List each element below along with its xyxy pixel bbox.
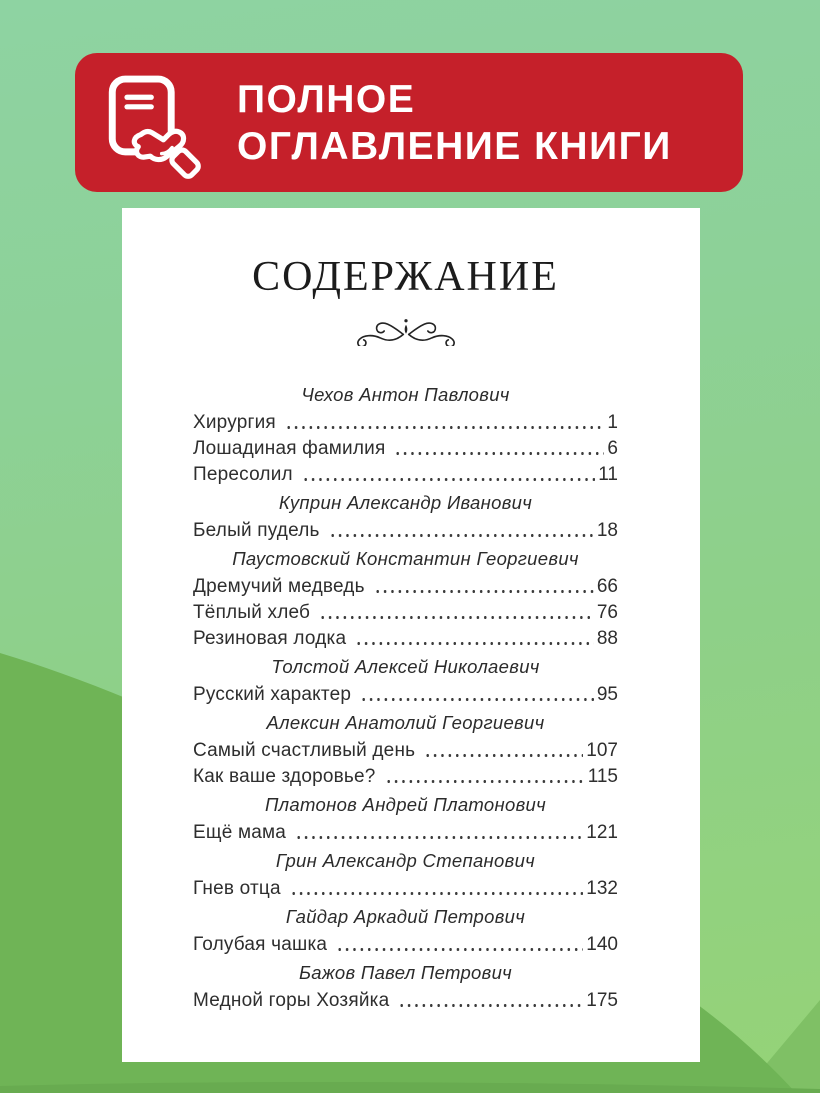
work-title: Гнев отца	[193, 878, 281, 900]
banner-text	[237, 76, 672, 170]
page-number: 175	[586, 990, 618, 1012]
dot-leader	[295, 820, 583, 846]
page-number: 121	[586, 822, 618, 844]
author-heading: Паустовский Константин Георгиевич	[232, 548, 579, 570]
banner	[75, 53, 743, 192]
work-title: Русский характер	[193, 684, 352, 706]
work-title: Ещё мама	[193, 822, 287, 844]
toc-page	[122, 208, 700, 1062]
toc-entry	[193, 820, 618, 846]
dot-leader	[329, 518, 594, 544]
toc-entry	[193, 988, 618, 1014]
page-number: 1	[607, 412, 618, 434]
author-heading: Грин Александр Степанович	[275, 850, 536, 872]
toc-entry	[193, 574, 618, 600]
author-heading: Чехов Антон Павлович	[301, 384, 510, 406]
author-heading: Платонов Андрей Платонович	[264, 794, 547, 816]
page-number: 107	[586, 740, 618, 762]
work-title: Белый пудель	[193, 520, 320, 542]
dot-leader	[398, 988, 583, 1014]
toc-entry	[193, 932, 618, 958]
toc-entry	[193, 738, 618, 764]
toc-entry	[193, 626, 618, 652]
page-number: 6	[607, 438, 618, 460]
dot-leader	[336, 932, 583, 958]
dot-leader	[360, 682, 594, 708]
author-heading: Алексин Анатолий Георгиевич	[266, 712, 545, 734]
flourish-divider-icon	[330, 316, 482, 346]
dot-leader	[302, 462, 595, 488]
work-title: Резиновая лодка	[193, 628, 347, 650]
dot-leader	[355, 626, 594, 652]
work-title: Лошадиная фамилия	[193, 438, 386, 460]
banner-line1: ПОЛНОЕ	[237, 77, 416, 121]
dot-leader	[319, 600, 594, 626]
work-title: Как ваше здоровье?	[193, 766, 376, 788]
work-title: Медной горы Хозяйка	[193, 990, 390, 1012]
dot-leader	[394, 436, 604, 462]
page-number: 88	[596, 628, 618, 650]
page-number: 18	[596, 520, 618, 542]
toc-entry	[193, 764, 618, 790]
page-number: 132	[586, 878, 618, 900]
toc-entry	[193, 876, 618, 902]
dot-leader	[285, 410, 604, 436]
toc-entry	[193, 410, 618, 436]
work-title: Тёплый хлеб	[193, 602, 311, 624]
dot-leader	[374, 574, 594, 600]
toc-entry	[193, 436, 618, 462]
work-title: Дремучий медведь	[193, 576, 365, 598]
work-title: Самый счастливый день	[193, 740, 416, 762]
dot-leader	[424, 738, 583, 764]
work-title: Голубая чашка	[193, 934, 328, 956]
page-number: 95	[596, 684, 618, 706]
toc-entry	[193, 600, 618, 626]
toc-entry	[193, 682, 618, 708]
toc-entry	[193, 518, 618, 544]
toc-entry	[193, 462, 618, 488]
page-number: 76	[596, 602, 618, 624]
book-in-hand-icon	[101, 70, 205, 180]
author-heading: Толстой Алексей Николаевич	[271, 656, 540, 678]
work-title: Пересолил	[193, 464, 293, 486]
author-heading: Бажов Павел Петрович	[298, 962, 513, 984]
dot-leader	[290, 876, 584, 902]
banner-line2: ОГЛАВЛЕНИЕ КНИГИ	[237, 124, 672, 168]
page-title: СОДЕРЖАНИЕ	[252, 254, 559, 300]
author-heading: Гайдар Аркадий Петрович	[285, 906, 526, 928]
work-title: Хирургия	[193, 412, 276, 434]
page-number: 140	[586, 934, 618, 956]
author-heading: Куприн Александр Иванович	[278, 492, 533, 514]
toc-list	[193, 380, 618, 1014]
dot-leader	[385, 764, 585, 790]
page-number: 11	[598, 464, 618, 486]
page-number: 66	[596, 576, 618, 598]
page-number: 115	[587, 766, 618, 788]
